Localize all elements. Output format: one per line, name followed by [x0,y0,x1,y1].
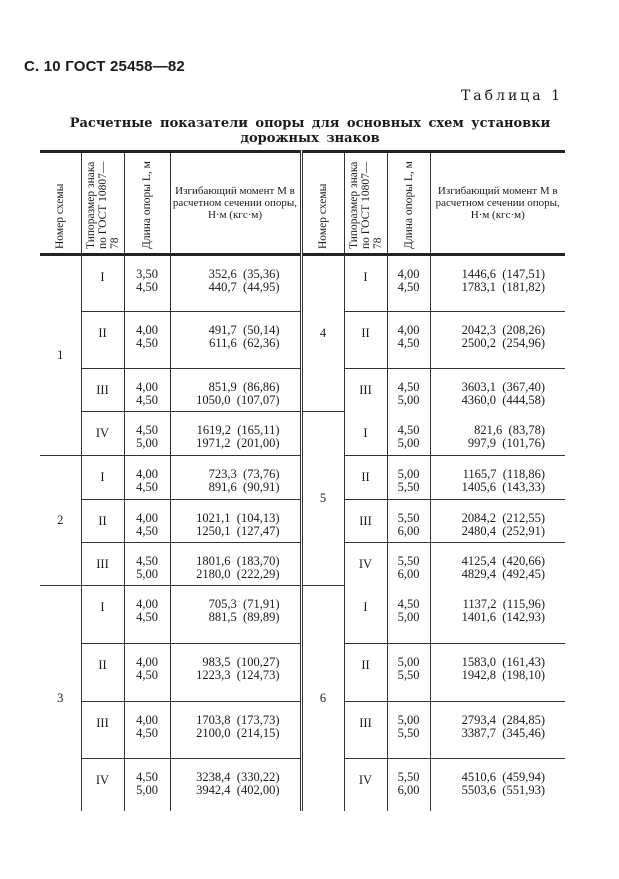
moment-cell [430,312,565,369]
length-cell [124,255,170,312]
type-size: III [344,702,387,759]
moment-cell [430,644,565,702]
moment-value: 491,7 (50,14) [208,323,280,337]
length-cell [387,369,430,412]
moment-value: 851,9 (86,86) [208,380,280,394]
table-title: Расчетные показатели опоры для основных схем установки дорожных знаков [69,116,551,146]
moment-value: 997,9 (101,76) [467,435,545,450]
type-size: I [81,456,124,500]
moment-value: 1223,3 (124,73) [196,668,280,682]
moment-value: 1446,6 (147,51) [461,267,545,281]
length-cell [387,500,430,543]
moment-value: 1783,1 (181,82) [461,280,545,294]
length-cell [124,759,170,811]
length-cell [387,312,430,369]
type-size: I [344,412,387,456]
moment-cell [170,369,301,412]
scheme-number: 2 [40,456,81,586]
length-value: 4,00 [136,597,158,611]
moment-cell [170,412,301,456]
moment-cell [430,586,565,644]
moment-value: 1619,2 (165,11) [196,423,280,437]
moment-cell [170,702,301,759]
header-type-right [344,152,387,255]
moment-value: 821,6 (83,78) [474,422,545,437]
length-value: 4,50 [136,480,158,494]
length-value: 4,50 [397,380,420,394]
moment-value: 983,5 (100,27) [202,655,280,669]
moment-cell [430,369,565,412]
length-cell [124,543,170,586]
length-value: 4,50 [136,668,158,682]
length-value: 5,50 [397,554,420,568]
type-size: I [344,255,387,312]
length-value: 5,50 [397,726,420,740]
length-value: 4,50 [397,280,420,294]
table-row [40,255,565,312]
length-cell [124,702,170,759]
length-value: 4,50 [136,524,158,538]
moment-value: 440,7 (44,95) [208,280,280,294]
header-scheme [40,152,81,255]
scheme-number: 1 [57,348,64,362]
moment-value: 1801,6 (183,70) [196,554,280,568]
length-value: 4,50 [397,596,420,611]
length-cell [124,500,170,543]
moment-value: 3603,1 (367,40) [461,380,545,394]
length-value: 4,50 [397,336,420,350]
moment-value: 611,6 (62,36) [209,336,280,350]
moment-cell [430,500,565,543]
type-size: III [344,500,387,543]
moment-value: 891,6 (90,91) [208,480,280,494]
moment-value: 2180,0 (222,29) [196,567,280,581]
moment-cell [430,543,565,586]
length-value: 4,00 [136,655,158,669]
table-label: Таблица 1 [460,88,563,104]
moment-value: 4125,4 (420,66) [461,554,545,568]
moment-value: 3238,4 (330,22) [196,770,280,784]
length-value: 4,50 [136,770,158,784]
moment-value: 3387,7 (345,46) [461,726,545,740]
length-value: 4,00 [397,267,420,281]
length-value: 5,50 [397,480,420,494]
length-value: 5,00 [136,783,158,797]
moment-value: 2042,3 (208,26) [461,323,545,337]
length-value: 4,50 [136,336,158,350]
moment-value: 1401,6 (142,93) [461,609,545,624]
length-cell [387,412,430,456]
length-cell [387,543,430,586]
length-cell [387,586,430,644]
length-value: 4,50 [397,422,420,437]
header-moment: Изгибающий момент M в расчетном сечении опоры, Н·м (кгс·м) [170,152,301,255]
length-cell [387,644,430,702]
type-size: III [81,369,124,412]
moment-value: 1137,2 (115,96) [462,596,545,611]
moment-value: 352,6 (35,36) [208,267,280,281]
length-value: 4,50 [136,726,158,740]
length-value: 4,00 [136,380,158,394]
length-value: 6,00 [397,783,420,797]
length-value: 6,00 [397,567,420,581]
length-value: 5,00 [397,393,420,407]
length-value: 4,50 [136,423,158,437]
type-size: II [81,312,124,369]
length-value: 4,50 [136,280,158,294]
moment-value: 1942,8 (198,10) [461,668,545,682]
moment-cell [430,759,565,811]
header-length [124,152,170,255]
moment-value: 1250,1 (127,47) [196,524,280,538]
length-value: 5,00 [397,609,420,624]
length-value: 4,50 [136,610,158,624]
moment-value: 3942,4 (402,00) [196,783,280,797]
header-length-right [387,152,430,255]
length-value: 5,00 [397,713,420,727]
header-type [81,152,124,255]
header-scheme-label: Номер схемы [54,183,67,249]
moment-value: 1050,0 (107,07) [196,393,280,407]
length-value: 5,00 [397,467,420,481]
header-scheme-label: Номер схемы [317,183,329,249]
moment-value: 4829,4 (492,45) [461,567,545,581]
header-moment-right: Изгибающий момент M в расчетном сечении опоры, Н·м (кгс·м) [430,152,565,255]
type-size: II [81,644,124,702]
table-row [40,586,565,644]
moment-cell [170,586,301,644]
type-size: IV [344,543,387,586]
moment-value: 705,3 (71,91) [208,597,280,611]
length-value: 5,50 [397,511,420,525]
moment-cell [430,456,565,500]
header-length-label: Длина опоры L, м [402,161,415,249]
type-size: III [344,369,387,412]
type-size: II [344,456,387,500]
length-cell [124,312,170,369]
length-value: 3,50 [136,267,158,281]
table-row [40,412,565,456]
moment-cell [170,759,301,811]
length-cell [124,586,170,644]
header-length-label: Длина опоры L, м [141,161,153,249]
header-type-label: Типоразмер знака по ГОСТ 10807—78 [84,161,121,249]
header-scheme-right [301,152,344,255]
type-size: II [81,500,124,543]
moment-cell [170,255,301,312]
moment-value: 1703,8 (173,73) [196,713,280,727]
moment-value: 2480,4 (252,91) [461,524,545,538]
length-value: 4,00 [136,713,158,727]
data-table [40,150,565,811]
length-value: 4,00 [136,323,158,337]
length-value: 5,50 [397,668,420,682]
scheme-number: 6 [301,586,344,811]
moment-cell [430,255,565,312]
type-size: I [344,586,387,644]
moment-value: 1021,1 (104,13) [196,511,280,525]
moment-cell [170,500,301,543]
scheme-number: 4 [301,255,344,412]
moment-value: 881,5 (89,89) [208,610,280,624]
moment-value: 1971,2 (201,00) [196,436,280,450]
length-value: 4,50 [136,393,158,407]
moment-cell [170,456,301,500]
moment-value: 2100,0 (214,15) [196,726,280,740]
length-cell [387,759,430,811]
length-value: 4,00 [136,467,158,481]
type-size: I [81,586,124,644]
length-value: 5,50 [397,770,420,784]
length-cell [124,412,170,456]
moment-value: 1583,0 (161,43) [461,655,545,669]
length-cell [387,255,430,312]
type-size: IV [81,759,124,811]
type-size: III [81,702,124,759]
moment-cell [430,412,565,456]
moment-value: 4510,6 (459,94) [461,770,545,784]
moment-cell [170,644,301,702]
moment-value: 1405,6 (143,33) [461,480,545,494]
header-type-label: Типоразмер знака по ГОСТ 10807—78 [347,161,384,249]
table-header-row [40,152,565,255]
length-value: 5,00 [136,436,158,450]
length-cell [387,456,430,500]
length-value: 5,00 [136,567,158,581]
scheme-number: 3 [40,586,81,811]
moment-cell [430,702,565,759]
type-size: III [81,543,124,586]
page-header: С. 10 ГОСТ 25458—82 [24,58,185,75]
length-cell [124,456,170,500]
length-value: 5,00 [397,435,420,450]
length-value: 4,00 [397,323,420,337]
moment-value: 2793,4 (284,85) [461,713,545,727]
moment-value: 2500,2 (254,96) [461,336,545,350]
length-value: 4,00 [136,511,158,525]
moment-value: 1165,7 (118,86) [462,467,545,481]
type-size: IV [81,412,124,456]
type-size: IV [344,759,387,811]
type-size: I [81,255,124,312]
moment-cell [170,543,301,586]
length-value: 5,00 [397,655,420,669]
moment-cell [170,312,301,369]
moment-value: 4360,0 (444,58) [461,393,545,407]
type-size: II [344,644,387,702]
moment-value: 2084,2 (212,55) [461,511,545,525]
scheme-number: 5 [301,412,344,586]
length-cell [124,369,170,412]
length-value: 4,50 [136,554,158,568]
length-value: 6,00 [397,524,420,538]
moment-value: 723,3 (73,76) [208,467,280,481]
length-cell [124,644,170,702]
moment-value: 5503,6 (551,93) [461,783,545,797]
length-cell [387,702,430,759]
type-size: II [344,312,387,369]
